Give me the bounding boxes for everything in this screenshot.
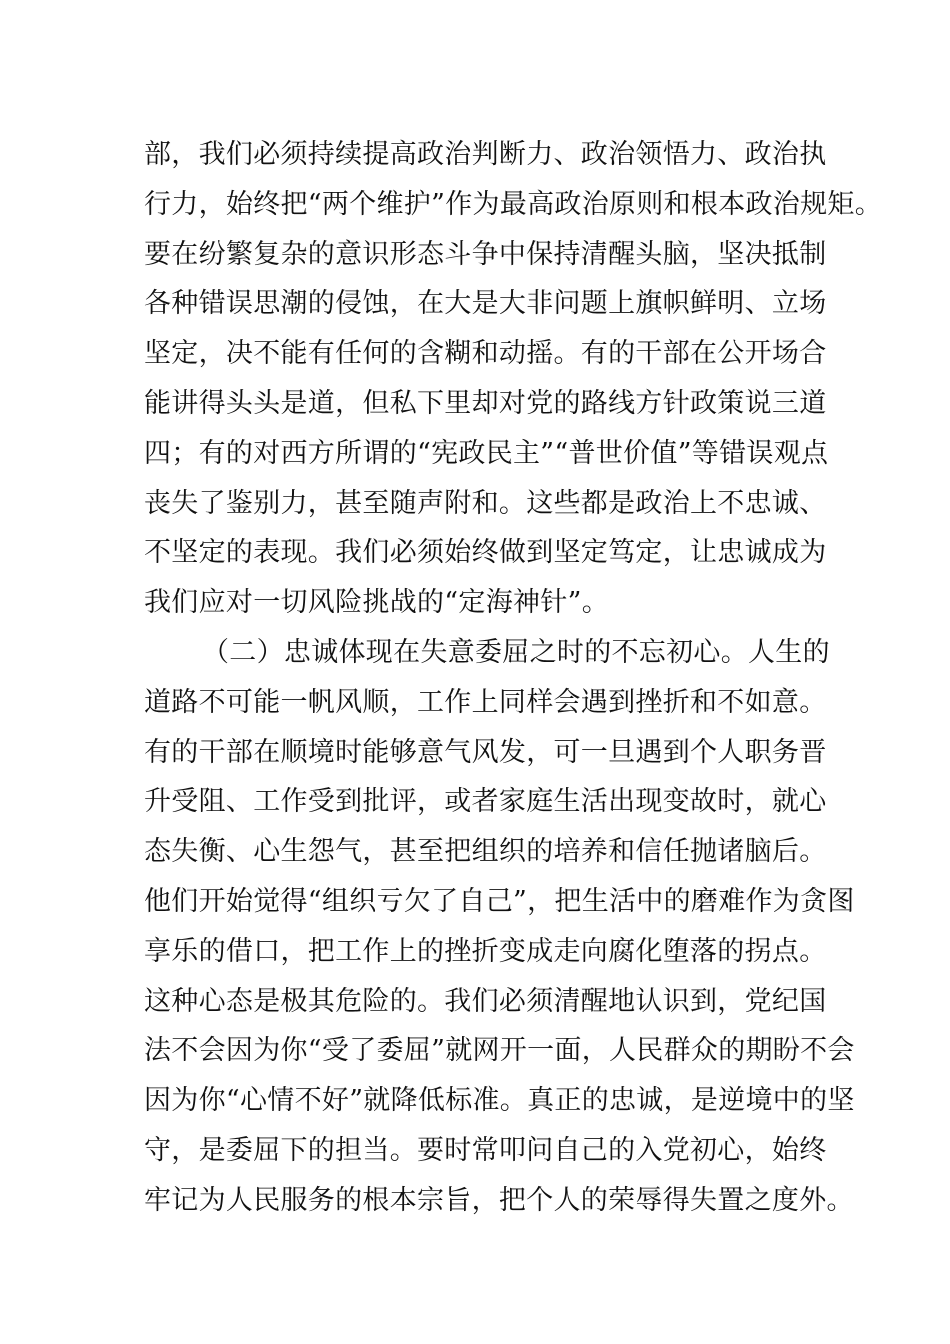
- text-line: 各种错误思潮的侵蚀，在大是大非问题上旗帜鲜明、立场: [144, 288, 827, 320]
- section-heading-line: （二）忠诚体现在失意委屈之时的不忘初心。人生的: [202, 636, 830, 668]
- body-text: [144, 130, 883, 1226]
- text-line: 守，是委屈下的担当。要时常叩问自己的入党初心，始终: [144, 1134, 827, 1166]
- text-line: 有的干部在顺境时能够意气风发，可一旦遇到个人职务晋: [144, 736, 827, 768]
- text-line: 态失衡、心生怨气，甚至把组织的培养和信任抛诸脑后。: [144, 836, 827, 868]
- text-line: 丧失了鉴别力，甚至随声附和。这些都是政治上不忠诚、: [144, 487, 827, 519]
- text-line: 这种心态是极其危险的。我们必须清醒地认识到，党纪国: [144, 985, 827, 1017]
- text-line: 行力，始终把“两个维护”作为最高政治原则和根本政治规矩。: [144, 188, 883, 220]
- text-line: 坚定，决不能有任何的含糊和动摇。有的干部在公开场合: [144, 338, 827, 370]
- text-line: 道路不可能一帆风顺，工作上同样会遇到挫折和不如意。: [144, 686, 827, 718]
- text-line: 他们开始觉得“组织亏欠了自己”，把生活中的磨难作为贪图: [144, 885, 855, 917]
- text-line: 牢记为人民服务的根本宗旨，把个人的荣辱得失置之度外。: [144, 1184, 854, 1216]
- text-line: 四；有的对西方所谓的“宪政民主”“普世价值”等错误观点: [144, 437, 829, 469]
- text-line: 升受阻、工作受到批评，或者家庭生活出现变故时，就心: [144, 786, 827, 818]
- text-line: 要在纷繁复杂的意识形态斗争中保持清醒头脑，坚决抵制: [144, 238, 827, 270]
- text-line: 不坚定的表现。我们必须始终做到坚定笃定，让忠诚成为: [144, 537, 827, 569]
- text-line: 我们应对一切风险挑战的“定海神针”。: [144, 587, 610, 619]
- text-line: 能讲得头头是道，但私下里却对党的路线方针政策说三道: [144, 387, 827, 419]
- text-line: 享乐的借口，把工作上的挫折变成走向腐化堕落的拐点。: [144, 935, 827, 967]
- text-line: 法不会因为你“受了委屈”就网开一面，人民群众的期盼不会: [144, 1035, 855, 1067]
- text-line: 因为你“心情不好”就降低标准。真正的忠诚，是逆境中的坚: [144, 1085, 855, 1117]
- text-line: 部，我们必须持续提高政治判断力、政治领悟力、政治执: [144, 139, 827, 170]
